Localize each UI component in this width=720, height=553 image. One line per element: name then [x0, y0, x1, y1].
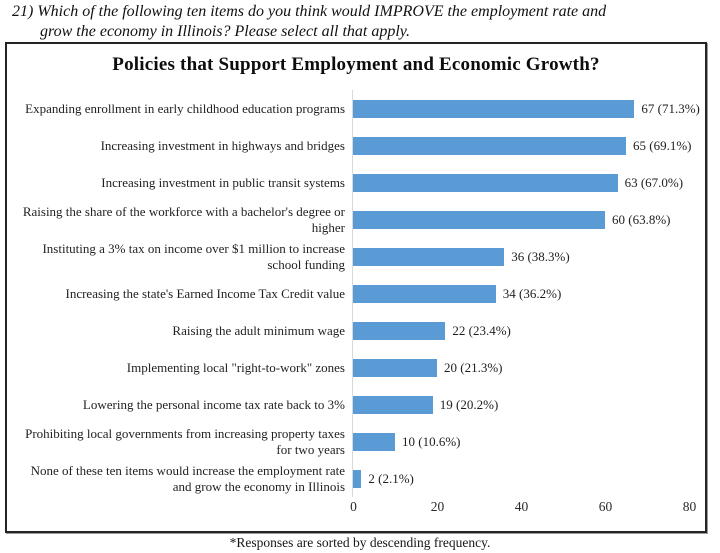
chart-row: [12, 349, 701, 386]
bar: [353, 359, 437, 377]
category-label: Prohibiting local governments from increasing property taxes for two years: [25, 426, 345, 457]
bar: [353, 174, 618, 192]
chart-row: [12, 201, 701, 238]
x-tick-label: 20: [430, 499, 445, 514]
category-label: Instituting a 3% tax on income over $1 million to increase school funding: [42, 241, 345, 272]
chart-footnote: *Responses are sorted by descending frequency.: [229, 535, 491, 550]
survey-question-line1: 21) Which of the following ten items do you think would IMPROVE the employment rate and: [12, 3, 607, 20]
chart-row: [12, 460, 701, 497]
value-label: 63 (67.0%): [624, 174, 684, 190]
bar: [353, 211, 605, 229]
bar-zone: [352, 90, 701, 127]
chart-rows: [12, 90, 701, 497]
bar-zone: [352, 460, 701, 497]
bar: [353, 285, 496, 303]
x-tick-label: 60: [598, 499, 613, 514]
bar: [353, 470, 361, 488]
bar-zone: [352, 386, 701, 423]
category-label: Implementing local "right-to-work" zones: [126, 359, 345, 375]
chart-row: [12, 275, 701, 312]
bar: [353, 137, 626, 155]
chart-row: [12, 164, 701, 201]
bar: [353, 100, 634, 118]
category-label: Increasing investment in highways and bridges: [100, 137, 345, 153]
value-label: 2 (2.1%): [368, 470, 414, 486]
category-label: Increasing the state's Earned Income Tax Credit value: [65, 285, 345, 301]
bar-zone: [352, 164, 701, 201]
chart-row: [12, 127, 701, 164]
bar: [353, 248, 504, 266]
chart-row: [12, 238, 701, 275]
bar-zone: [352, 201, 701, 238]
category-label: Expanding enrollment in early childhood education programs: [25, 100, 345, 116]
x-axis-ticks: [12, 499, 701, 517]
category-label: Raising the share of the workforce with a bachelor's degree or higher: [22, 204, 345, 235]
x-tick-label: 40: [514, 499, 529, 514]
bar-zone: [352, 312, 701, 349]
chart-title: Policies that Support Employment and Economic Growth?: [112, 54, 600, 75]
value-label: 20 (21.3%): [444, 359, 503, 375]
category-label: Raising the adult minimum wage: [172, 322, 345, 338]
category-label: Increasing investment in public transit systems: [101, 174, 345, 190]
bar: [353, 322, 445, 340]
survey-question: [12, 2, 714, 41]
bar-zone: [352, 349, 701, 386]
bar-zone: [352, 275, 701, 312]
chart-row: [12, 312, 701, 349]
chart-container: [5, 42, 707, 533]
bar: [353, 396, 433, 414]
x-tick-label: 0: [350, 499, 357, 514]
value-label: 22 (23.4%): [452, 322, 511, 338]
bar-zone: [352, 127, 701, 164]
value-label: 34 (36.2%): [502, 285, 562, 301]
bar-zone: [352, 238, 701, 275]
value-label: 67 (71.3%): [641, 100, 700, 116]
survey-question-line2: grow the economy in Illinois? Please select all that apply.: [40, 22, 411, 40]
bar: [353, 433, 395, 451]
category-label: Lowering the personal income tax rate back to 3%: [82, 396, 345, 412]
value-label: 19 (20.2%): [439, 396, 499, 412]
category-label: None of these ten items would increase the employment rate and grow the economy in Illinois: [30, 463, 345, 494]
chart-row: [12, 386, 701, 423]
chart-row: [12, 423, 701, 460]
value-label: 65 (69.1%): [633, 137, 692, 153]
chart-row: [12, 90, 701, 127]
bar-zone: [352, 423, 701, 460]
value-label: 36 (38.3%): [511, 248, 570, 264]
x-tick-label: 80: [682, 499, 697, 514]
value-label: 10 (10.6%): [402, 433, 461, 449]
value-label: 60 (63.8%): [612, 211, 671, 227]
